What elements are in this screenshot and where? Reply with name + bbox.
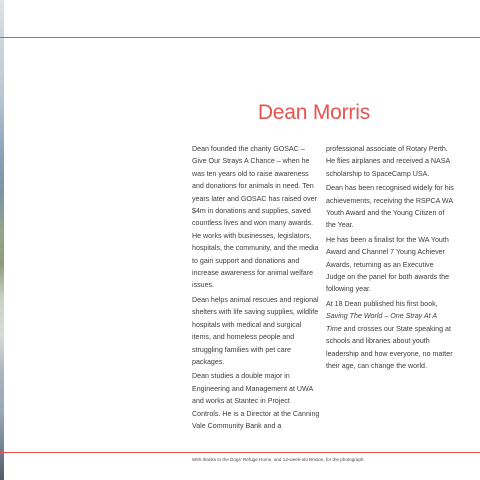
left-paragraph-3: Dean studies a double major in Engineering and Management at UWA and works at Stantec in Project Controls. He is a Director at the Canning Vale Community Bank and a	[192, 372, 320, 430]
book-title: Saving The World – One Stray At A Time	[326, 312, 437, 333]
left-paragraph-1: Dean founded the charity GOSAC – Give Our Strays A Chance – when he was ten years old to raise awareness and donations for animals in need. Ten years later and GOSAC has raised over $4m in donations and supplies, saved countless lives and won many awards. He works with businesses, legislators, hospitals, the community, and the media to gain support and donations and increase awareness for animal welfare issues.	[192, 145, 319, 290]
left-text-column	[192, 143, 320, 434]
right-text-column	[326, 143, 454, 374]
top-rule	[0, 37, 480, 38]
book-intro-text: At 18 Dean published his first book,	[326, 299, 438, 308]
page-title: Dean Morris	[257, 101, 370, 124]
bottom-rule	[0, 452, 480, 453]
right-paragraph-3: He has been a finalist for the WA Youth Award and Channel 7 Young Achiever Awards, returning as an Executive Judge on the panel for both awards the following year.	[326, 235, 450, 294]
left-paragraph-2: Dean helps animal rescues and regional shelters with life saving supplies, wildlife hospitals with medical and surgical items, and homeless people and struggling families with pet care packages.	[192, 295, 319, 366]
book-outro-text: and crosses our State speaking at schools and libraries about youth leadership and how everyone, no matter their age, can change the world.	[326, 324, 453, 370]
right-paragraph-2: Dean has been recognised widely for his achievements, receiving the RSPCA WA Youth Award and the Young Citizen of the Year.	[326, 184, 454, 230]
photo-edge	[0, 0, 4, 480]
photo-credit: With thanks to the Dogs' Refuge Home, and 12-week-old Brixton, for the photograph.	[192, 457, 365, 462]
right-paragraph-1: professional associate of Rotary Perth. He flies airplanes and received a NASA scholarship to SpaceCamp USA.	[326, 145, 450, 178]
right-paragraph-4	[326, 298, 454, 372]
